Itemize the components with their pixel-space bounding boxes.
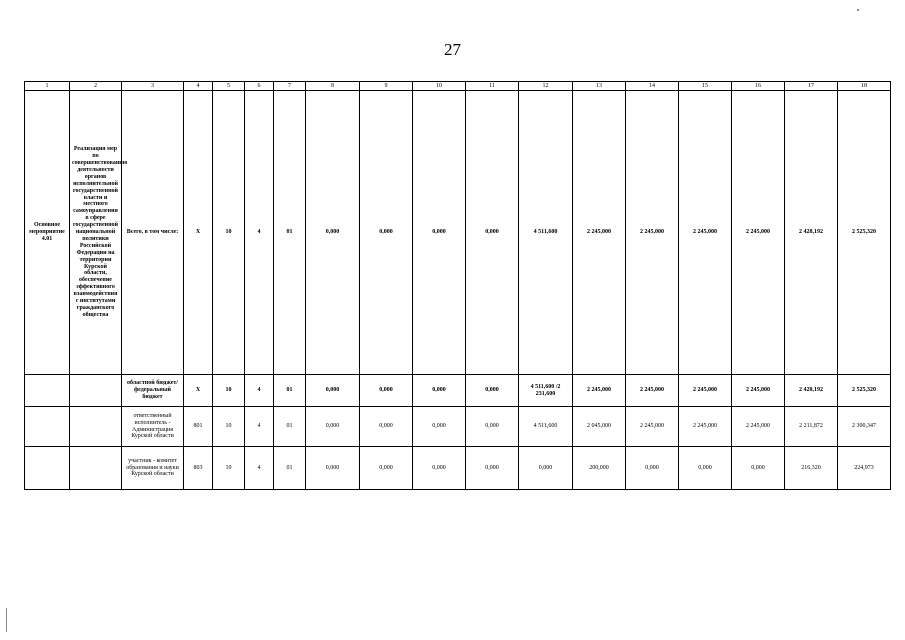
table-cell [25, 375, 70, 407]
table-cell: 224,973 [838, 447, 891, 490]
table-cell: 10 [213, 375, 245, 407]
scan-speck [6, 608, 7, 632]
header-cell: 17 [785, 82, 838, 91]
table-cell: 0,000 [466, 375, 519, 407]
table-cell: 2 245,000 [626, 375, 679, 407]
table-cell: 0,000 [413, 407, 466, 447]
table-cell: 0,000 [413, 375, 466, 407]
table-cell [70, 407, 122, 447]
table-cell: 2 245,000 [732, 91, 785, 375]
header-row [25, 82, 891, 91]
table-cell: 2 245,000 [679, 375, 732, 407]
table-cell: 0,000 [306, 407, 360, 447]
table-cell: 01 [274, 91, 306, 375]
table-cell: 2 245,000 [679, 91, 732, 375]
table-cell: 4 511,600 /2 231,600 [519, 375, 573, 407]
table-cell: 2 428,192 [785, 91, 838, 375]
header-cell: 8 [306, 82, 360, 91]
header-cell: 4 [184, 82, 213, 91]
table-cell: 10 [213, 447, 245, 490]
table-cell: 0,000 [732, 447, 785, 490]
funding-source-cell: Всего, в том числе: [122, 91, 184, 375]
table-row [25, 407, 891, 447]
header-cell: 2 [70, 82, 122, 91]
table-cell: X [184, 91, 213, 375]
table-cell: 2 245,000 [626, 407, 679, 447]
table-cell: 0,000 [360, 407, 413, 447]
table-cell: 0,000 [519, 447, 573, 490]
table-cell: 4 [245, 91, 274, 375]
table-cell: 0,000 [306, 375, 360, 407]
header-cell: 7 [274, 82, 306, 91]
table-cell: 0,000 [413, 447, 466, 490]
table-cell [70, 447, 122, 490]
header-cell: 5 [213, 82, 245, 91]
table-cell: 2 045,000 [573, 407, 626, 447]
table-cell: 0,000 [306, 447, 360, 490]
table-cell: 200,000 [573, 447, 626, 490]
header-cell: 18 [838, 82, 891, 91]
budget-table [24, 81, 891, 490]
table-cell: 2 245,000 [573, 91, 626, 375]
header-cell: 14 [626, 82, 679, 91]
table-cell [25, 447, 70, 490]
table-cell: 0,000 [466, 447, 519, 490]
table-cell: 0,000 [413, 91, 466, 375]
header-cell: 9 [360, 82, 413, 91]
table-cell: 2 525,320 [838, 375, 891, 407]
header-cell: 3 [122, 82, 184, 91]
table-cell: 4 [245, 447, 274, 490]
table-cell: 2 245,000 [679, 407, 732, 447]
table-cell: 0,000 [466, 91, 519, 375]
header-cell: 11 [466, 82, 519, 91]
table-cell: 0,000 [360, 91, 413, 375]
funding-source-cell: участник - комитет образования и науки Курской области [122, 447, 184, 490]
activity-name-cell: Реализация мер по совершенствованию деятельности органов исполнительной государственной власти и местного самоуправления в сфере государственной национальной политики Российской Федерации на территории Курской области, обеспечение эффективного взаимодействия с институтами гражданского общества [70, 91, 122, 375]
table-cell: 216,320 [785, 447, 838, 490]
table-cell: 2 245,000 [732, 407, 785, 447]
table-cell: 01 [274, 447, 306, 490]
header-cell: 1 [25, 82, 70, 91]
table-cell: 2 300,347 [838, 407, 891, 447]
table-cell: 803 [184, 447, 213, 490]
table-cell: 2 525,320 [838, 91, 891, 375]
header-cell: 16 [732, 82, 785, 91]
table-cell: 4 511,600 [519, 91, 573, 375]
header-cell: 12 [519, 82, 573, 91]
table-cell: 801 [184, 407, 213, 447]
table-row [25, 447, 891, 490]
table-cell: 0,000 [360, 375, 413, 407]
header-cell: 13 [573, 82, 626, 91]
table-cell: 2 245,000 [573, 375, 626, 407]
table-cell: 2 245,000 [626, 91, 679, 375]
table-cell: 4 [245, 375, 274, 407]
table-cell: 2 245,000 [732, 375, 785, 407]
table-cell: 4 [245, 407, 274, 447]
funding-source-cell: областной бюджет/ федеральный бюджет [122, 375, 184, 407]
table-cell: 4 511,600 [519, 407, 573, 447]
header-cell: 10 [413, 82, 466, 91]
table-cell [70, 375, 122, 407]
header-cell: 6 [245, 82, 274, 91]
table-row [25, 375, 891, 407]
scan-speck [857, 9, 859, 11]
table-cell: 01 [274, 375, 306, 407]
table-cell: 0,000 [679, 447, 732, 490]
table-cell [25, 407, 70, 447]
table-cell: 10 [213, 91, 245, 375]
table-cell: 2 428,192 [785, 375, 838, 407]
table-row-total [25, 91, 891, 375]
table-cell: 01 [274, 407, 306, 447]
table-cell: 0,000 [306, 91, 360, 375]
table-cell: 0,000 [466, 407, 519, 447]
table-cell: 0,000 [626, 447, 679, 490]
table-cell: 2 211,872 [785, 407, 838, 447]
table-cell: X [184, 375, 213, 407]
table-cell: 10 [213, 407, 245, 447]
activity-code-cell: Основное мероприятие 4.01 [25, 91, 70, 375]
funding-source-cell: ответственный исполнитель - Администрация Курской области [122, 407, 184, 447]
page-number: 27 [444, 40, 461, 59]
table-cell: 0,000 [360, 447, 413, 490]
header-cell: 15 [679, 82, 732, 91]
